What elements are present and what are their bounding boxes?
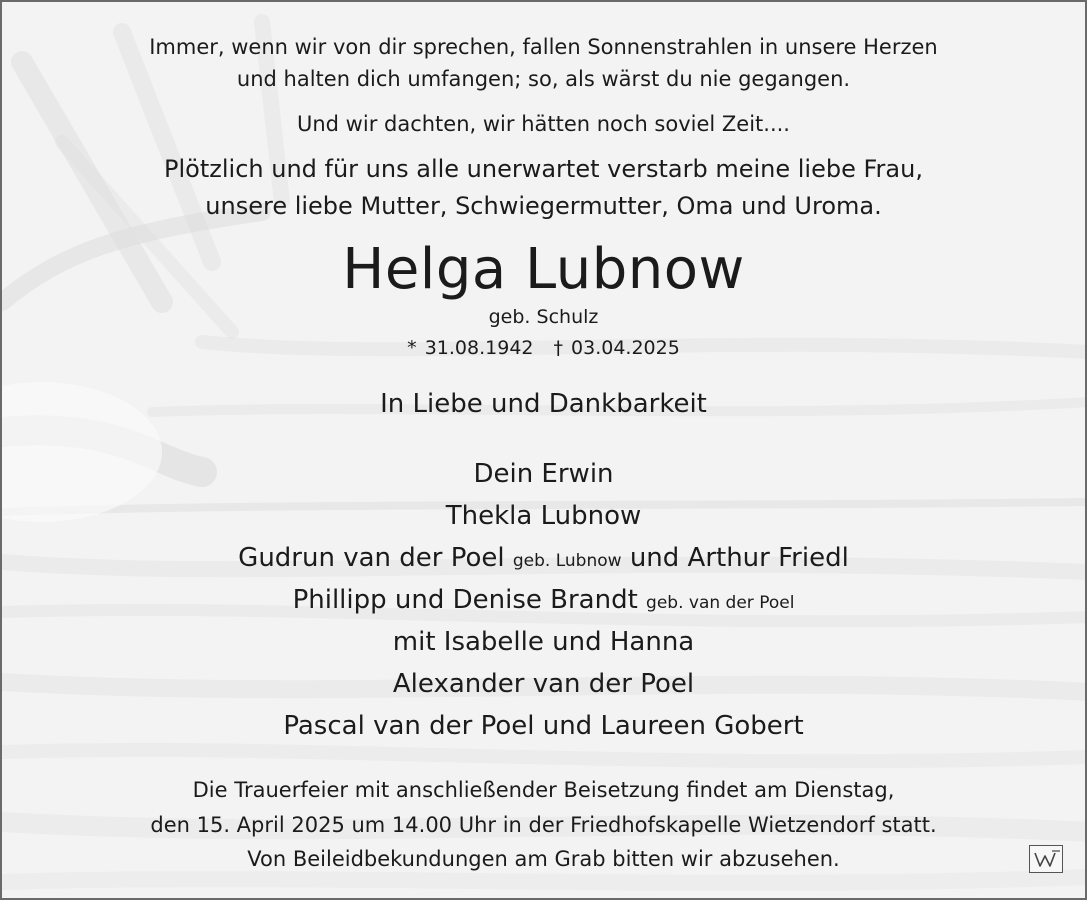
death-date: † 03.04.2025 <box>553 337 680 359</box>
life-dates <box>2 339 1085 358</box>
thanks-line: In Liebe und Dankbarkeit <box>380 389 707 419</box>
mourner-line-6: Alexander van der Poel <box>392 669 695 699</box>
deceased-name: Helga Lubnow <box>342 237 745 302</box>
mourner-line-7: Pascal van der Poel und Laureen Gobert <box>283 711 804 741</box>
intro-line-1: Immer, wenn wir von dir sprechen, fallen Sonnenstrahlen in unsere Herzen <box>149 35 938 59</box>
intro-line-2: und halten dich umfangen; so, als wärst du nie gegangen. <box>236 67 851 91</box>
mourner-3-maiden: geb. Lubnow <box>512 551 622 571</box>
mourner-line-1: Dein Erwin <box>473 459 614 489</box>
intro-line-3: Und wir dachten, wir hätten noch soviel Zeit.... <box>297 112 790 136</box>
sunset-background-image <box>2 2 1087 900</box>
mourner-4-name: Phillipp und Denise Brandt <box>292 585 638 615</box>
mourner-line-4 <box>2 587 1085 613</box>
closing-line-2: den 15. April 2025 um 14.00 Uhr in der Friedhofskapelle Wietzendorf statt. <box>150 813 937 837</box>
mourner-line-3 <box>2 545 1085 571</box>
closing-line-3: Von Beileidbekundungen am Grab bitten wir abzusehen. <box>247 847 840 871</box>
mourner-3-name: Gudrun van der Poel <box>238 543 505 573</box>
birth-date: * 31.08.1942 <box>407 337 534 359</box>
maiden-name: geb. Schulz <box>488 306 599 328</box>
intro-line-5: unsere liebe Mutter, Schwiegermutter, Oma und Uroma. <box>205 192 882 220</box>
mourner-line-2: Thekla Lubnow <box>445 501 642 531</box>
mourner-4-maiden: geb. van der Poel <box>646 593 795 613</box>
mourner-line-5: mit Isabelle und Hanna <box>392 627 695 657</box>
closing-line-1: Die Trauerfeier mit anschließender Beisetzung findet am Dienstag, <box>192 778 895 802</box>
intro-line-4: Plötzlich und für uns alle unerwartet verstarb meine liebe Frau, <box>164 155 923 183</box>
mourner-3-partner: und Arthur Friedl <box>629 543 849 573</box>
publisher-logo-icon <box>1029 845 1063 873</box>
